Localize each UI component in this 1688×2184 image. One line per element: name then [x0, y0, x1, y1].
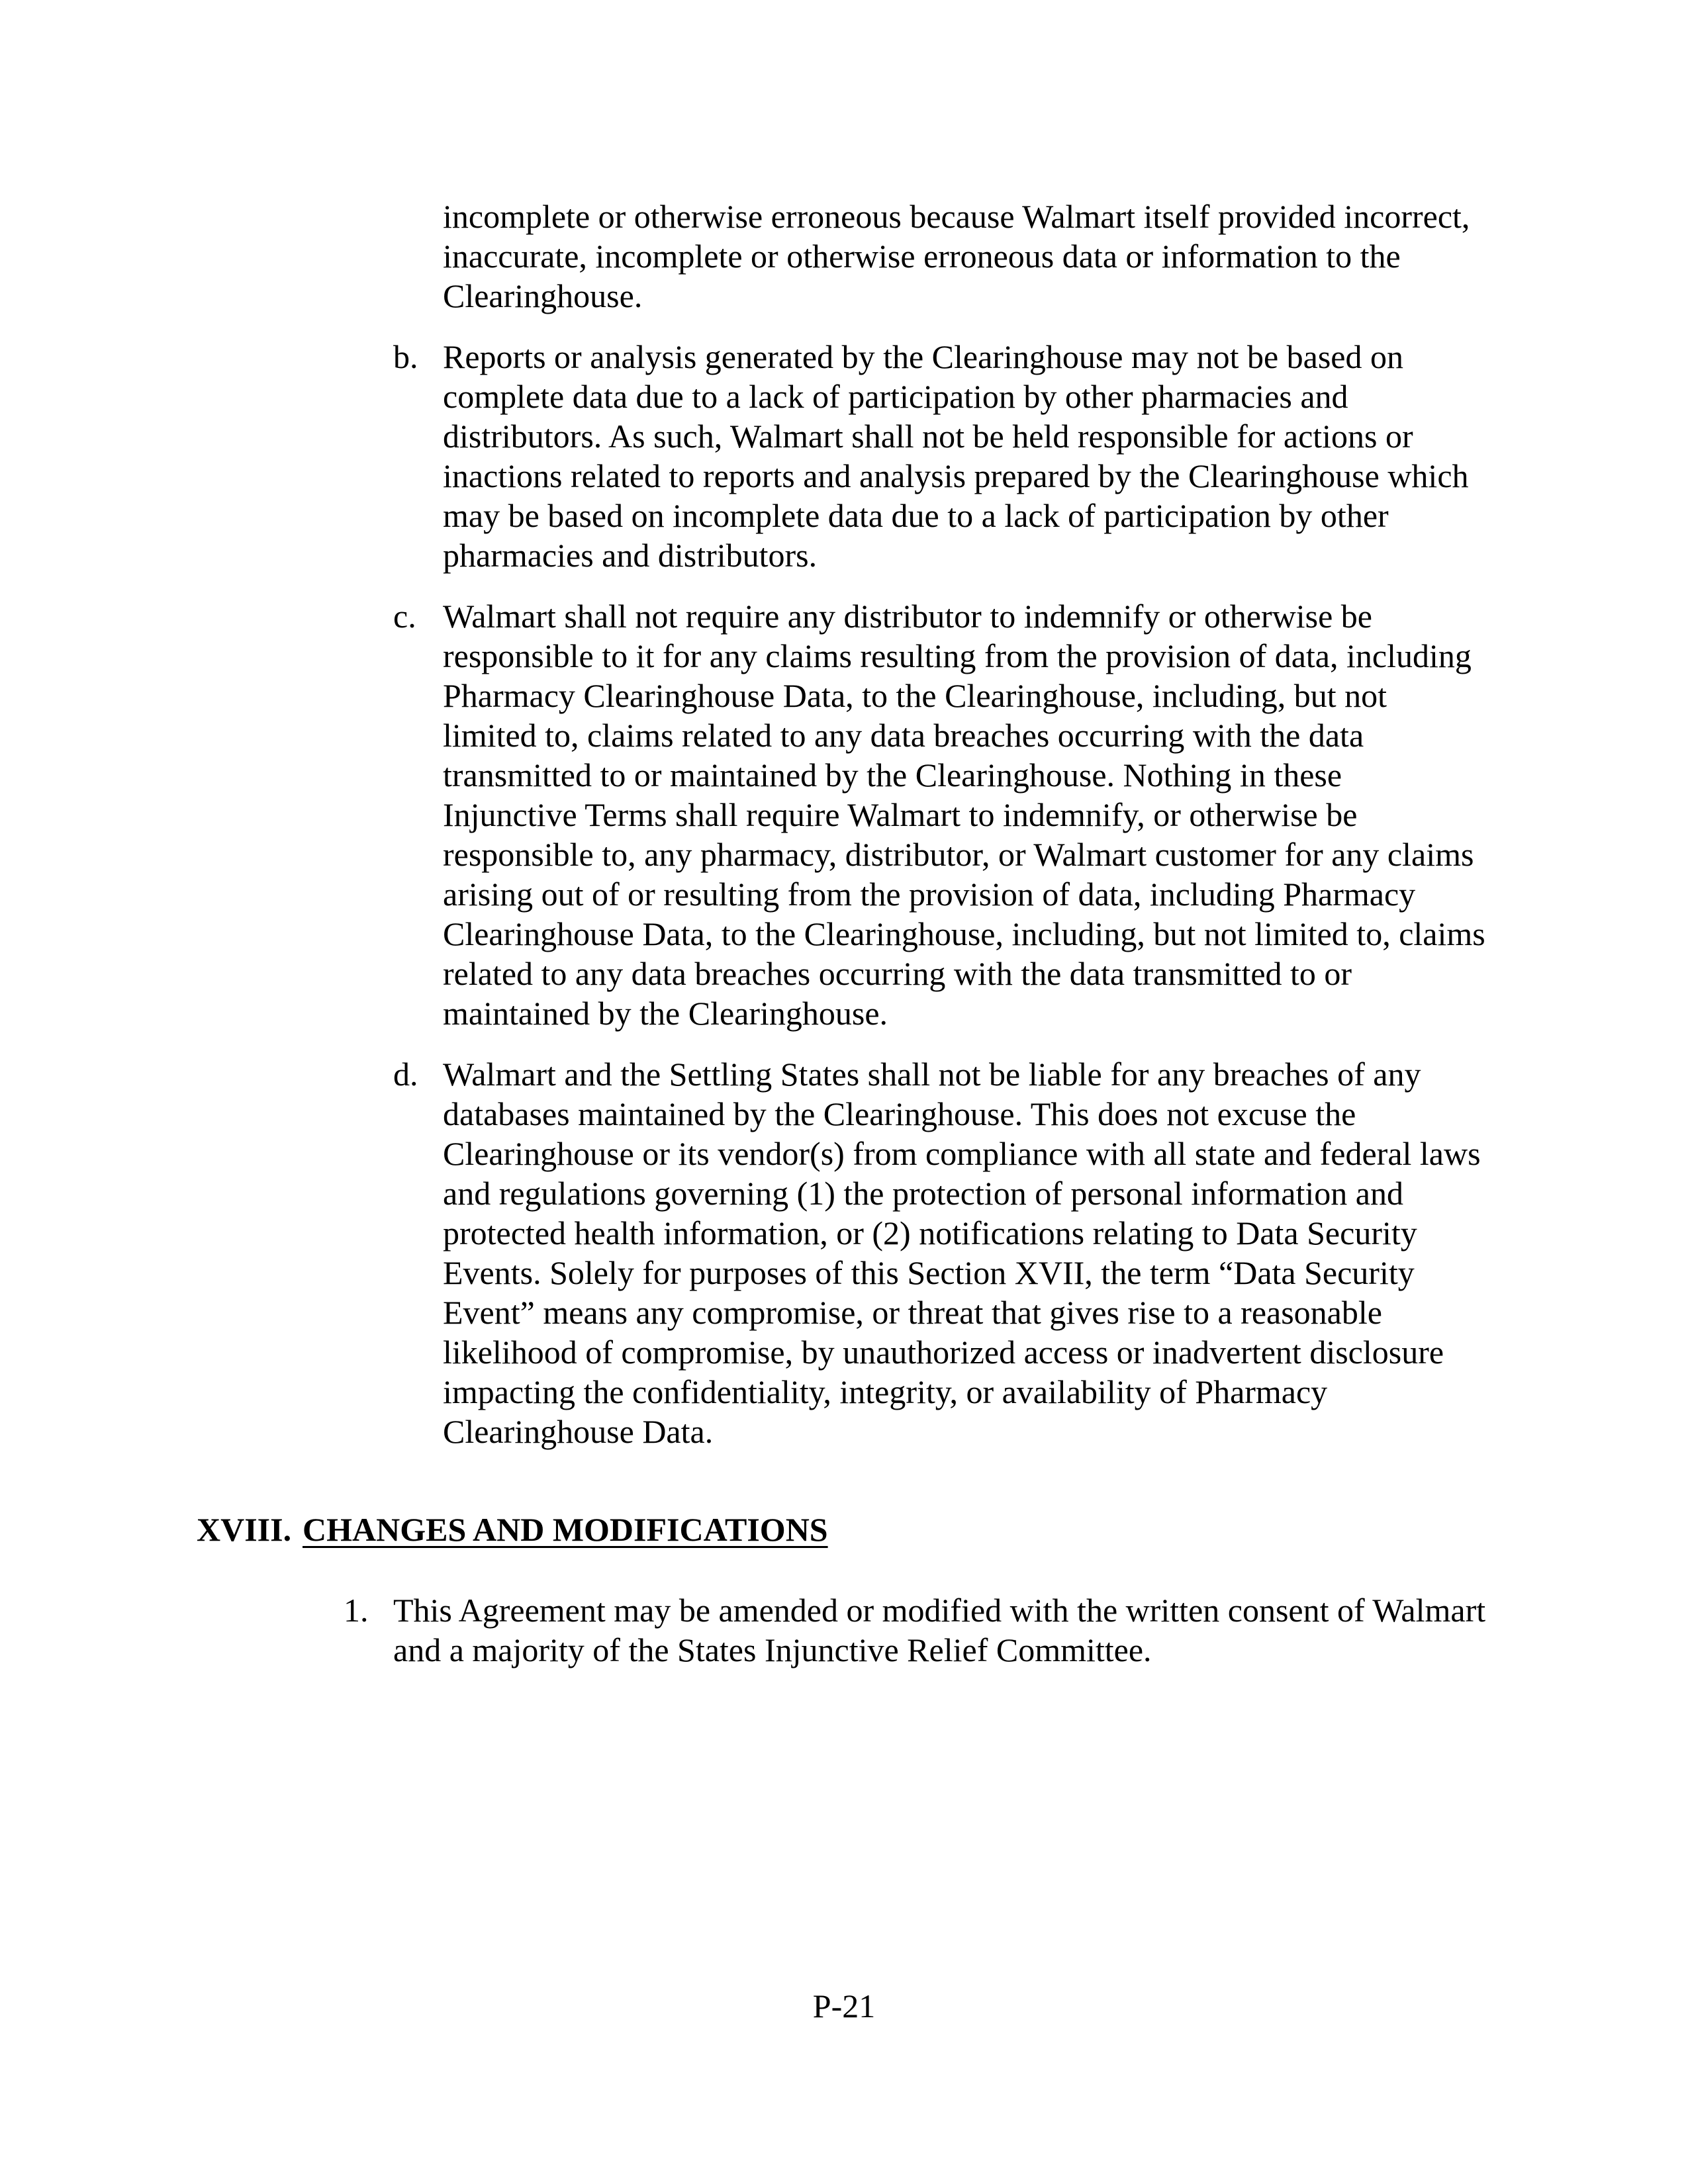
- paragraph-line: Clearinghouse.: [443, 277, 643, 314]
- paragraph-line: Clearinghouse Data.: [443, 1413, 714, 1450]
- paragraph-line: Events. Solely for purposes of this Section XVII, the term “Data Security: [443, 1254, 1415, 1291]
- paragraph-line: incomplete or otherwise erroneous because Walmart itself provided incorrect,: [443, 198, 1470, 235]
- page-number: P-21: [812, 1987, 876, 2025]
- paragraph-line: protected health information, or (2) notifications relating to Data Security: [443, 1214, 1417, 1251]
- paragraph-line: impacting the confidentiality, integrity, or availability of Pharmacy: [443, 1373, 1328, 1410]
- paragraph-line: responsible to, any pharmacy, distributor, or Walmart customer for any claims: [443, 836, 1474, 873]
- paragraph-line: and a majority of the States Injunctive Relief Committee.: [393, 1631, 1152, 1668]
- paragraph-line: inactions related to reports and analysis prepared by the Clearinghouse which: [443, 457, 1469, 494]
- section-number: XVIII.: [197, 1511, 292, 1548]
- paragraph-line: limited to, claims related to any data breaches occurring with the data: [443, 717, 1364, 754]
- paragraph-line: transmitted to or maintained by the Clearinghouse. Nothing in these: [443, 756, 1342, 794]
- paragraph-line: Event” means any compromise, or threat that gives rise to a reasonable: [443, 1294, 1382, 1331]
- paragraph-line: databases maintained by the Clearinghouse. This does not excuse the: [443, 1095, 1356, 1132]
- paragraph-line: distributors. As such, Walmart shall not be held responsible for actions or: [443, 418, 1413, 455]
- list-item-marker: d.: [393, 1056, 418, 1093]
- paragraph-line: inaccurate, incomplete or otherwise erroneous data or information to the: [443, 238, 1401, 275]
- paragraph-line: This Agreement may be amended or modified with the written consent of Walmart: [393, 1592, 1486, 1629]
- paragraph-line: may be based on incomplete data due to a lack of participation by other: [443, 497, 1389, 534]
- paragraph-line: and regulations governing (1) the protection of personal information and: [443, 1175, 1403, 1212]
- section-title: CHANGES AND MODIFICATIONS: [303, 1511, 828, 1548]
- paragraph-line: arising out of or resulting from the provision of data, including Pharmacy: [443, 876, 1416, 913]
- paragraph-line: pharmacies and distributors.: [443, 537, 818, 574]
- paragraph-line: responsible to it for any claims resulting from the provision of data, including: [443, 637, 1472, 674]
- list-item-marker: b.: [393, 338, 418, 375]
- paragraph-line: maintained by the Clearinghouse.: [443, 995, 888, 1032]
- paragraph-line: Walmart shall not require any distributor to indemnify or otherwise be: [443, 598, 1372, 635]
- paragraph-line: complete data due to a lack of participation by other pharmacies and: [443, 378, 1348, 415]
- list-item-marker: c.: [393, 598, 416, 635]
- paragraph-line: related to any data breaches occurring with the data transmitted to or: [443, 955, 1352, 992]
- paragraph-line: Clearinghouse or its vendor(s) from compliance with all state and federal laws: [443, 1135, 1481, 1172]
- paragraph-line: likelihood of compromise, by unauthorized access or inadvertent disclosure: [443, 1334, 1444, 1371]
- paragraph-line: Reports or analysis generated by the Clearinghouse may not be based on: [443, 338, 1404, 375]
- list-item-marker: 1.: [344, 1592, 369, 1629]
- paragraph-line: Clearinghouse Data, to the Clearinghouse, including, but not limited to, claims: [443, 915, 1485, 952]
- paragraph-line: Pharmacy Clearinghouse Data, to the Clearinghouse, including, but not: [443, 677, 1387, 714]
- paragraph-line: Walmart and the Settling States shall not be liable for any breaches of any: [443, 1056, 1421, 1093]
- paragraph-line: Injunctive Terms shall require Walmart to indemnify, or otherwise be: [443, 796, 1358, 833]
